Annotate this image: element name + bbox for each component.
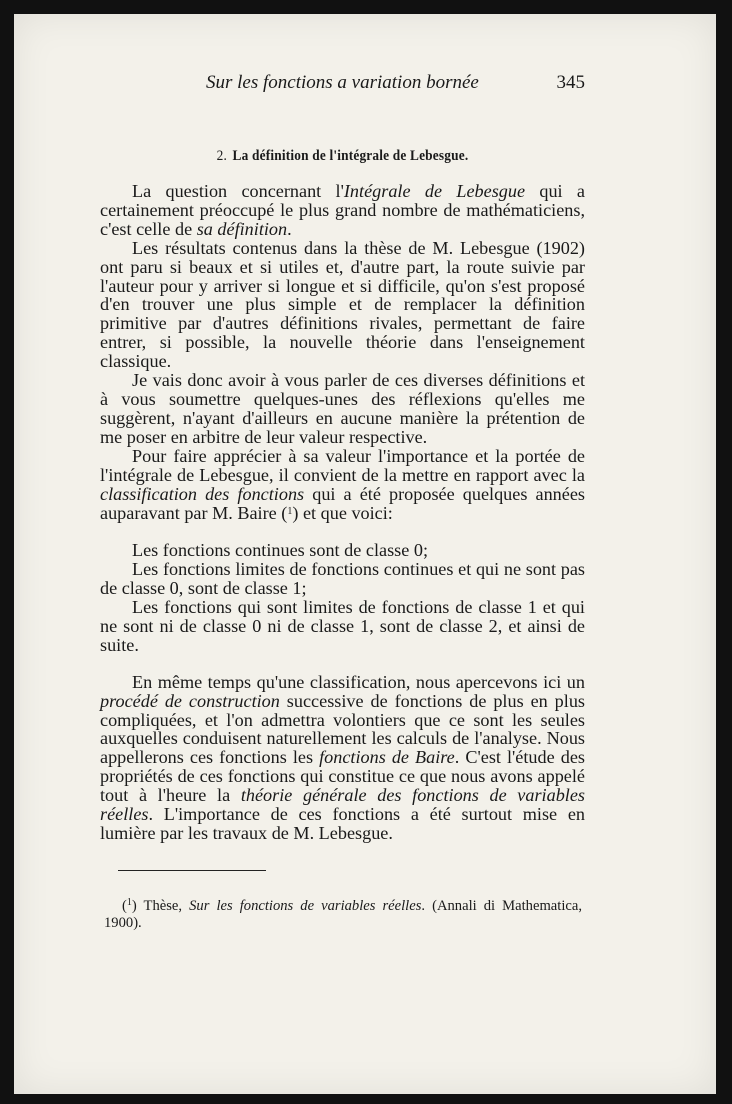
term-construction: procédé de construction [100,690,280,711]
term-lebesgue-integral: Intégrale de Lebesgue [343,181,526,201]
book-page [14,14,716,1094]
footnote-divider [118,870,266,871]
list-item: Les fonctions limites de fonctions continues et qui ne sont pas de classe 0, sont de classe 1; [100,559,585,599]
term-classification: classification des fonctions [100,483,305,504]
paragraph-3: Je vais donc avoir à vous parler de ces diverses définitions et à vous soumettre quelques-unes des réflexions qu'elles me suggèrent, n'ayant d'ailleurs en aucune manière la prétention de me poser en arbitre de leur valeur respective. [100,370,585,447]
footnote: ($^1$) Thèse, Sur les fonctions de variables réelles. (Annali di Mathematica, 1900). [104,897,582,931]
footnote-ref: 1 [287,506,293,518]
footnote-marker: 1 [126,897,132,908]
term-definition: sa définition [196,218,288,239]
paragraph-5: En même temps qu'une classification, nous apercevons ici un procédé de construction successive de fonctions de plus en plus compliquées, et l'on admettra volontiers que ce sont les seules auxquelles conduisent naturellement les calculs de l'analyse. Nous appellerons ces fonctions les fonctions de Baire. C'est l'étude des propriétés de ces fonctions qui constitue ce que nous avons appelé tout à l'heure la théorie générale des fonctions de variables réelles. L'importance de ces fonctions a été surtout mise en lumière par les travaux de M. Lebesgue. [100,671,586,843]
section-title: La définition de l'intégrale de Lebesgue. [232,148,469,164]
paragraph-4: Pour faire apprécier à sa valeur l'importance et la portée de l'intégrale de Lebesgue, il convient de la mettre en rapport avec la classification des fonctions qui a été proposée quelques années auparavant par M. Baire ($^1$) et que voici: [100,445,585,524]
classification-list [100,541,585,654]
term-general-theory: théorie générale des fonctions de variables réelles [100,785,585,825]
running-head-title: Sur les fonctions a variation bornée [206,72,479,93]
body-text [100,182,585,843]
list-item: Les fonctions qui sont limites de fonctions de classe 1 et qui ne sont ni de classe 0 ni de classe 1, sont de classe 2, et ainsi de suite. [100,597,585,655]
section-number: 2. [216,148,228,164]
footnote-title: Sur les fonctions de variables réelles [189,898,422,914]
paragraph-2: Les résultats contenus dans la thèse de M. Lebesgue (1902) ont paru si beaux et si utiles et, d'autre part, la route suivie par l'auteur pour y arriver si longue et si difficile, qu'on s'est proposé d'en trouver une plus simple et de remplacer la définition primitive par d'autres définitions rivales, permettant de faire entrer, si possible, la nouvelle théorie dans l'enseignement classique. [100,237,585,372]
list-item: Les fonctions continues sont de classe 0; [132,540,428,561]
paragraph-1: La question concernant l'Intégrale de Lebesgue qui a certainement préoccupé le plus grand nombre de mathématiciens, c'est celle de sa définition. [100,181,585,239]
section-heading [119,148,565,165]
page-number: 345 [556,72,585,93]
term-baire-functions: fonctions de Baire [319,747,455,768]
